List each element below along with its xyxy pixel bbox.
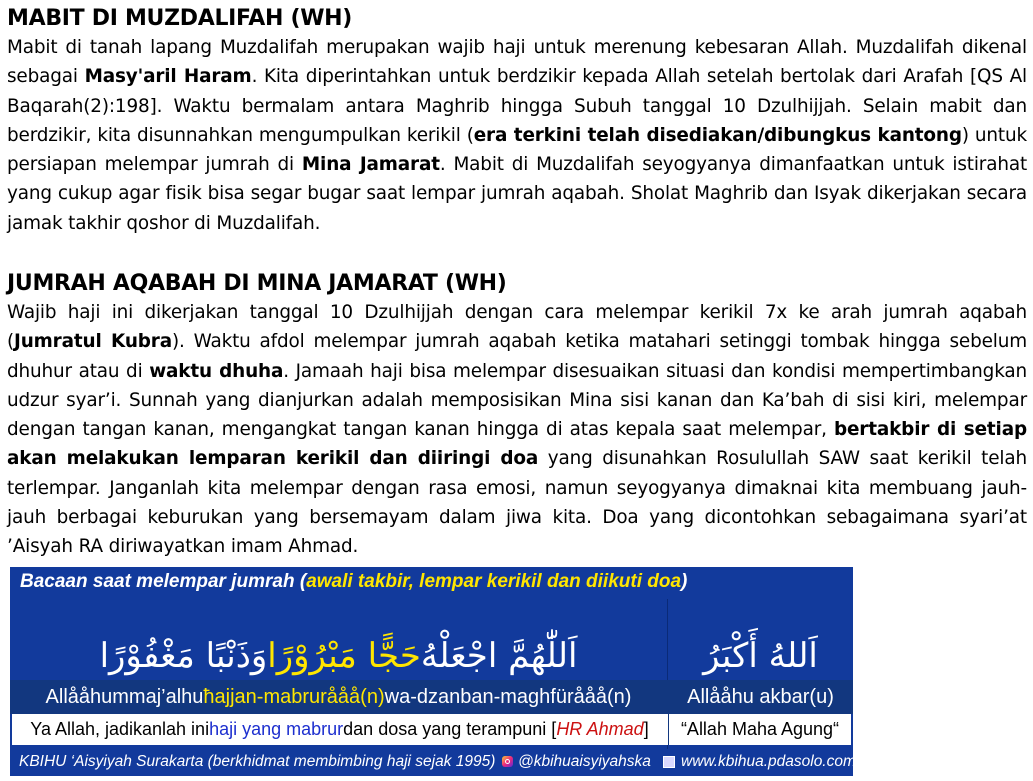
bold-run: bertakbir di setiap akan melakukan lemparan kerikil dan diiringi doa [7, 419, 1027, 470]
heading-text: ) [681, 571, 688, 592]
footer-org: KBIHU ‘Aisyiyah Surakarta (berkhidmat membimbing haji sejak 1995) [19, 752, 496, 770]
bold-run: waktu dhuha [149, 360, 284, 382]
instagram-icon [502, 756, 513, 767]
arabic-text: اَللّٰهُمَّ اجْعَلْهُ [420, 635, 578, 676]
paragraph-mabit [7, 33, 1027, 238]
text-run: . Jamaah haji bisa melempar disesuaikan situasi dan kondisi mempertimbangkan udzur syar’i. Sunnah yang dianjurkan adalah memposisikan Mina sisi kanan dan Ka’bah di sisi kiri, melempar dengan tangan kanan, mengangkat tangan kanan hingga di atas kepala saat melempar, [7, 360, 1027, 441]
meaning-highlight: haji yang mabrur [209, 719, 344, 739]
translit-text: Allååhummaj’alhu [45, 685, 204, 708]
text-run: Wajib haji ini dikerjakan tanggal 10 Dzulhijjah dengan cara melempar kerikil 7x ke arah jumrah aqabah ( [7, 302, 1027, 353]
text-run: . Mabit di Muzdalifah seyogyanya dimanfaatkan untuk istirahat yang cukup agar fisik bisa segar bugar saat lempar jumrah aqabah. Sholat Maghrib dan Isyak dikerjakan secara jamak takhir qoshor di Muzdalifah. [7, 154, 1028, 234]
meaning-text: ] [643, 719, 649, 739]
arabic-highlight: حَجًّا مَبْرُوْرًا [267, 635, 421, 676]
footer-website[interactable] [663, 753, 856, 771]
hadith-source: HR Ahmad [556, 719, 644, 739]
card-footer [10, 747, 856, 776]
arabic-takbir: اَللهُ أَكْبَرُ [703, 635, 818, 676]
bold-run: era terkini telah disediakan/dibungkus kantong [473, 124, 962, 146]
meaning-row [12, 714, 851, 745]
text-run: . Kita diperintahkan untuk berdzikir kepada Allah setelah bertolak dari Arafah [QS Al Baqarah(2):198]. Waktu bermalam antara Maghrib hingga Subuh tanggal 10 Dzulhijjah. Selain mabit dan berdzikir, kita disunnahkan mengumpulkan kerikil ( [7, 66, 1027, 146]
text-run: ) untuk persiapan melempar jumrah di [7, 124, 1027, 176]
website-url: www.kbihua.pdasolo.com [681, 752, 856, 770]
text-run: yang disunahkan Rosulullah SAW saat kerikil telah terlempar. Janganlah kita melempar dengan rasa emosi, namun seyogyanya dimaknai kita membuang jauh-jauh berbagai keburukan yang bersemayam dalam jiwa kita. Doa yang dicontohkan sebagaimana syari’at ’Aisyah RA diriwayatkan imam Ahmad. [7, 448, 1027, 558]
text-run: ). Waktu afdol melempar jumrah aqabah ketika matahari setinggi tombak hingga sebelum dhuhur atau di [7, 331, 1027, 382]
footer-instagram[interactable] [502, 753, 651, 771]
meaning-takbir: “Allah Maha Agung“ [668, 714, 851, 745]
bold-run: Mina Jamarat [301, 154, 440, 176]
card-heading [20, 571, 687, 593]
bold-run: Masy'aril Haram [84, 66, 252, 88]
meaning-text: dan dosa yang terampuni [ [343, 719, 557, 739]
text-run: Mabit di tanah lapang Muzdalifah merupakan wajib haji untuk merenung kebesaran Allah. Muzdalifah dikenal sebagai [7, 37, 1027, 88]
instagram-handle: @kbihuaisyiyahska [518, 752, 651, 770]
section-title-jumrah: JUMRAH AQABAH DI MINA JAMARAT (WH) [7, 271, 507, 296]
translit-highlight: ħajjan-mabrurååå(n) [203, 685, 385, 708]
transliteration-takbir: Allååhu akbar(u) [687, 685, 834, 708]
section-mabit [7, 4, 1027, 238]
section-title-mabit: MABIT DI MUZDALIFAH (WH) [7, 6, 353, 31]
meaning-text: Ya Allah, jadikanlah ini [30, 719, 210, 739]
meaning-doa [12, 714, 667, 745]
bold-run: Jumratul Kubra [14, 331, 172, 353]
arabic-text: وَذَنْبًا مَغْفُوْرًا [99, 635, 268, 676]
heading-highlight: awali takbir, lempar kerikil dan diikuti doa [306, 571, 682, 592]
heading-text: Bacaan saat melempar jumrah ( [20, 571, 307, 592]
transliteration-row [10, 680, 853, 714]
web-icon [663, 756, 675, 768]
translit-text: wa-dzanban-maghfürååå(n) [384, 685, 632, 708]
transliteration-doa [10, 680, 667, 714]
paragraph-jumrah [7, 298, 1027, 562]
section-jumrah [7, 269, 1027, 562]
doa-card [10, 567, 856, 776]
